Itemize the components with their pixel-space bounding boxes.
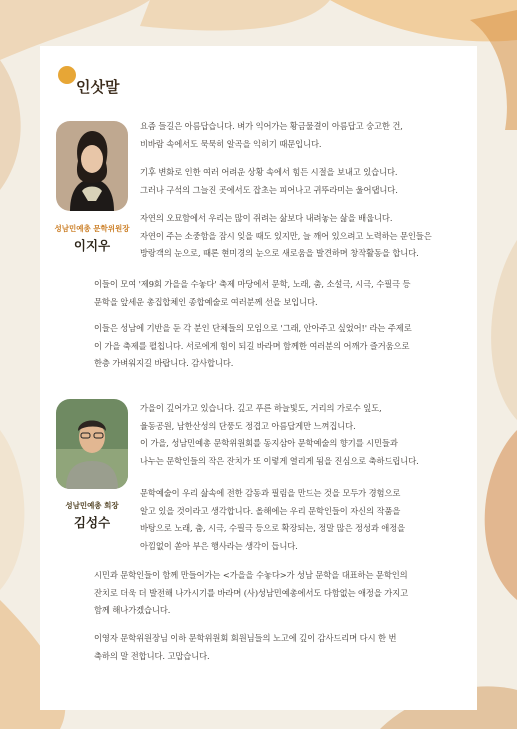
greeting-paragraph: 요즘 들길은 아름답습니다. 벼가 익어가는 황금물결이 아름답고 숭고한 건, 비바람 속에서도 묵묵히 알곡을 익히기 때문입니다. bbox=[140, 121, 403, 149]
title-circle-icon bbox=[58, 66, 76, 84]
greeting-paragraph: 자연의 오묘함에서 우리는 많이 쥐려는 삶보다 내려놓는 삶을 배웁니다. 자연이 주는 소중함을 잠시 잊을 때도 있지만, 늘 깨어 있으려고 노력하는 문인들은 방랑객의 눈으로, 때론 현미경의 눈으로 새로움을 발견하며 창작활동을 합니다. bbox=[140, 213, 432, 259]
leaf-icon bbox=[485, 430, 517, 600]
speaker-role-2: 성남민예총 회장 bbox=[65, 501, 119, 510]
greeting-paragraph: 이들은 성남에 기반을 둔 각 분인 단체들의 모임으로 '그래, 안아주고 싶었어!' 라는 주제로 이 가을 축제를 펼칩니다. 서로에게 힘이 되길 바라며 함께한 여러분의 어깨가 즐거움으로 한층 가벼워지길 바랍니다. 감사합니다. bbox=[94, 323, 412, 369]
leaf-icon bbox=[0, 60, 21, 190]
speaker-name-1: 이지우 bbox=[73, 238, 111, 253]
greeting-paragraph: 시민과 문학인들이 함께 만들어가는 <가을을 수놓다>가 성남 문학을 대표하는 문학인의 잔치로 더욱 더 발전해 나가시기를 바라며 (사)성남민예총에서도 다함없는 애정을 가지고 함께 해나가겠습니다. bbox=[94, 570, 409, 616]
leaf-icon bbox=[491, 240, 517, 420]
greeting-paragraph: 이들이 모여 '제9회 가을을 수놓다' 축제 마당에서 문학, 노래, 춤, 소설극, 시극, 수필극 등 문학을 앞세운 총집합체인 종합예술로 여러분께 선을 보입니다. bbox=[94, 279, 411, 307]
leaf-icon bbox=[0, 430, 24, 590]
greeting-paragraph: 이영자 문학위원장님 이하 문학위원회 회원님들의 노고에 깊이 감사드리며 다시 한 번 축하의 말 전합니다. 고맙습니다. bbox=[94, 633, 397, 661]
page-title: 인삿말 bbox=[76, 78, 120, 96]
speaker-photo-1 bbox=[56, 121, 128, 211]
greeting-paragraph: 가을이 깊어가고 있습니다. 깊고 푸른 하늘빛도, 거리의 가로수 잎도, 율동공원, 남한산성의 단풍도 정겹고 아름답게만 느껴집니다. 이 가을, 성남민예총 문학위원회를 동지삼아 문학예술의 향기를 시민들과 나누는 문학인들의 작은 잔치가 또 이렇게 열리게 됨을 진심으로 축하드립니다. bbox=[140, 403, 419, 466]
speaker-name-2: 김성수 bbox=[73, 515, 111, 530]
leaf-icon bbox=[140, 0, 330, 31]
greeting-paragraph: 기후 변화로 인한 여러 어려운 상황 속에서 힘든 시절을 보내고 있습니다. 그러나 구석의 그늘진 곳에서도 잡초는 피어나고 귀뚜라미는 울어댑니다. bbox=[140, 167, 398, 195]
greeting-paragraph: 문학예술이 우리 삶속에 전한 감동과 필림을 만드는 것을 모두가 경험으로 알고 있을 것이라고 생각합니다. 올해에는 우리 문학인들이 자신의 작품을 바탕으로 노래, 춤, 시극, 수필극 등으로 확장되는, 정말 많은 정성과 애정을 아낌없이 쏟아 부은 행사라는 생각이 듭니다. bbox=[140, 488, 406, 551]
speaker-role-1: 성남민예총 문학위원장 bbox=[54, 224, 130, 233]
speaker-photo-2 bbox=[56, 399, 128, 489]
